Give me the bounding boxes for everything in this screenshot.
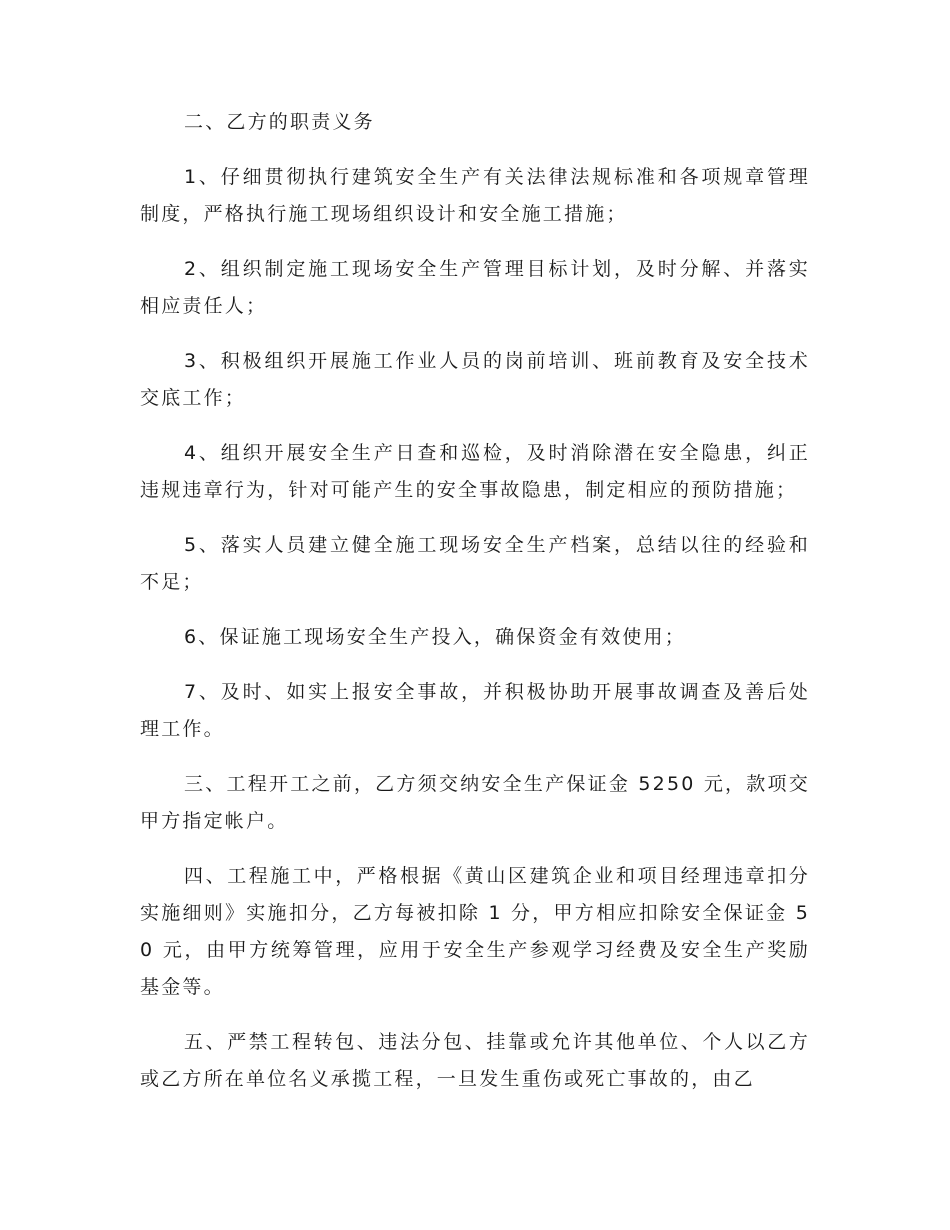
duty-item-6: 6、保证施工现场安全生产投入，确保资金有效使用； xyxy=(184,626,686,648)
duty-item-7: 7、及时、如实上报安全事故，并积极协助开展事故调查及善后处理工作。 xyxy=(140,681,810,740)
duty-item-4: 4、组织开展安全生产日查和巡检，及时消除潜在安全隐患，纠正违规违章行为，针对可能产生的安全事故隐患，制定相应的预防措施； xyxy=(140,442,810,501)
section-heading-party-b-duties: 二、乙方的职责义务 xyxy=(184,111,375,133)
section-four-deduction: 四、工程施工中，严格根据《黄山区建筑企业和项目经理违章扣分实施细则》实施扣分，乙方每被扣除 1 分，甲方相应扣除安全保证金 50 元，由甲方统筹管理，应用于安全生产参观学习经费及安全生产奖励基金等。 xyxy=(140,865,810,998)
section-five-prohibition: 五、严禁工程转包、违法分包、挂靠或允许其他单位、个人以乙方或乙方所在单位名义承揽工程，一旦发生重伤或死亡事故的，由乙 xyxy=(140,1031,810,1090)
duty-item-5: 5、落实人员建立健全施工现场安全生产档案，总结以往的经验和不足； xyxy=(140,534,810,593)
duty-item-2: 2、组织制定施工现场安全生产管理目标计划，及时分解、并落实相应责任人； xyxy=(140,258,810,317)
duty-item-3: 3、积极组织开展施工作业人员的岗前培训、班前教育及安全技术交底工作； xyxy=(140,350,810,409)
document-body xyxy=(140,104,810,1116)
duty-item-1: 1、仔细贯彻执行建筑安全生产有关法律法规标准和各项规章管理制度，严格执行施工现场组织设计和安全施工措施； xyxy=(140,166,810,225)
section-three-deposit: 三、工程开工之前，乙方须交纳安全生产保证金 5250 元，款项交甲方指定帐户。 xyxy=(140,773,810,832)
